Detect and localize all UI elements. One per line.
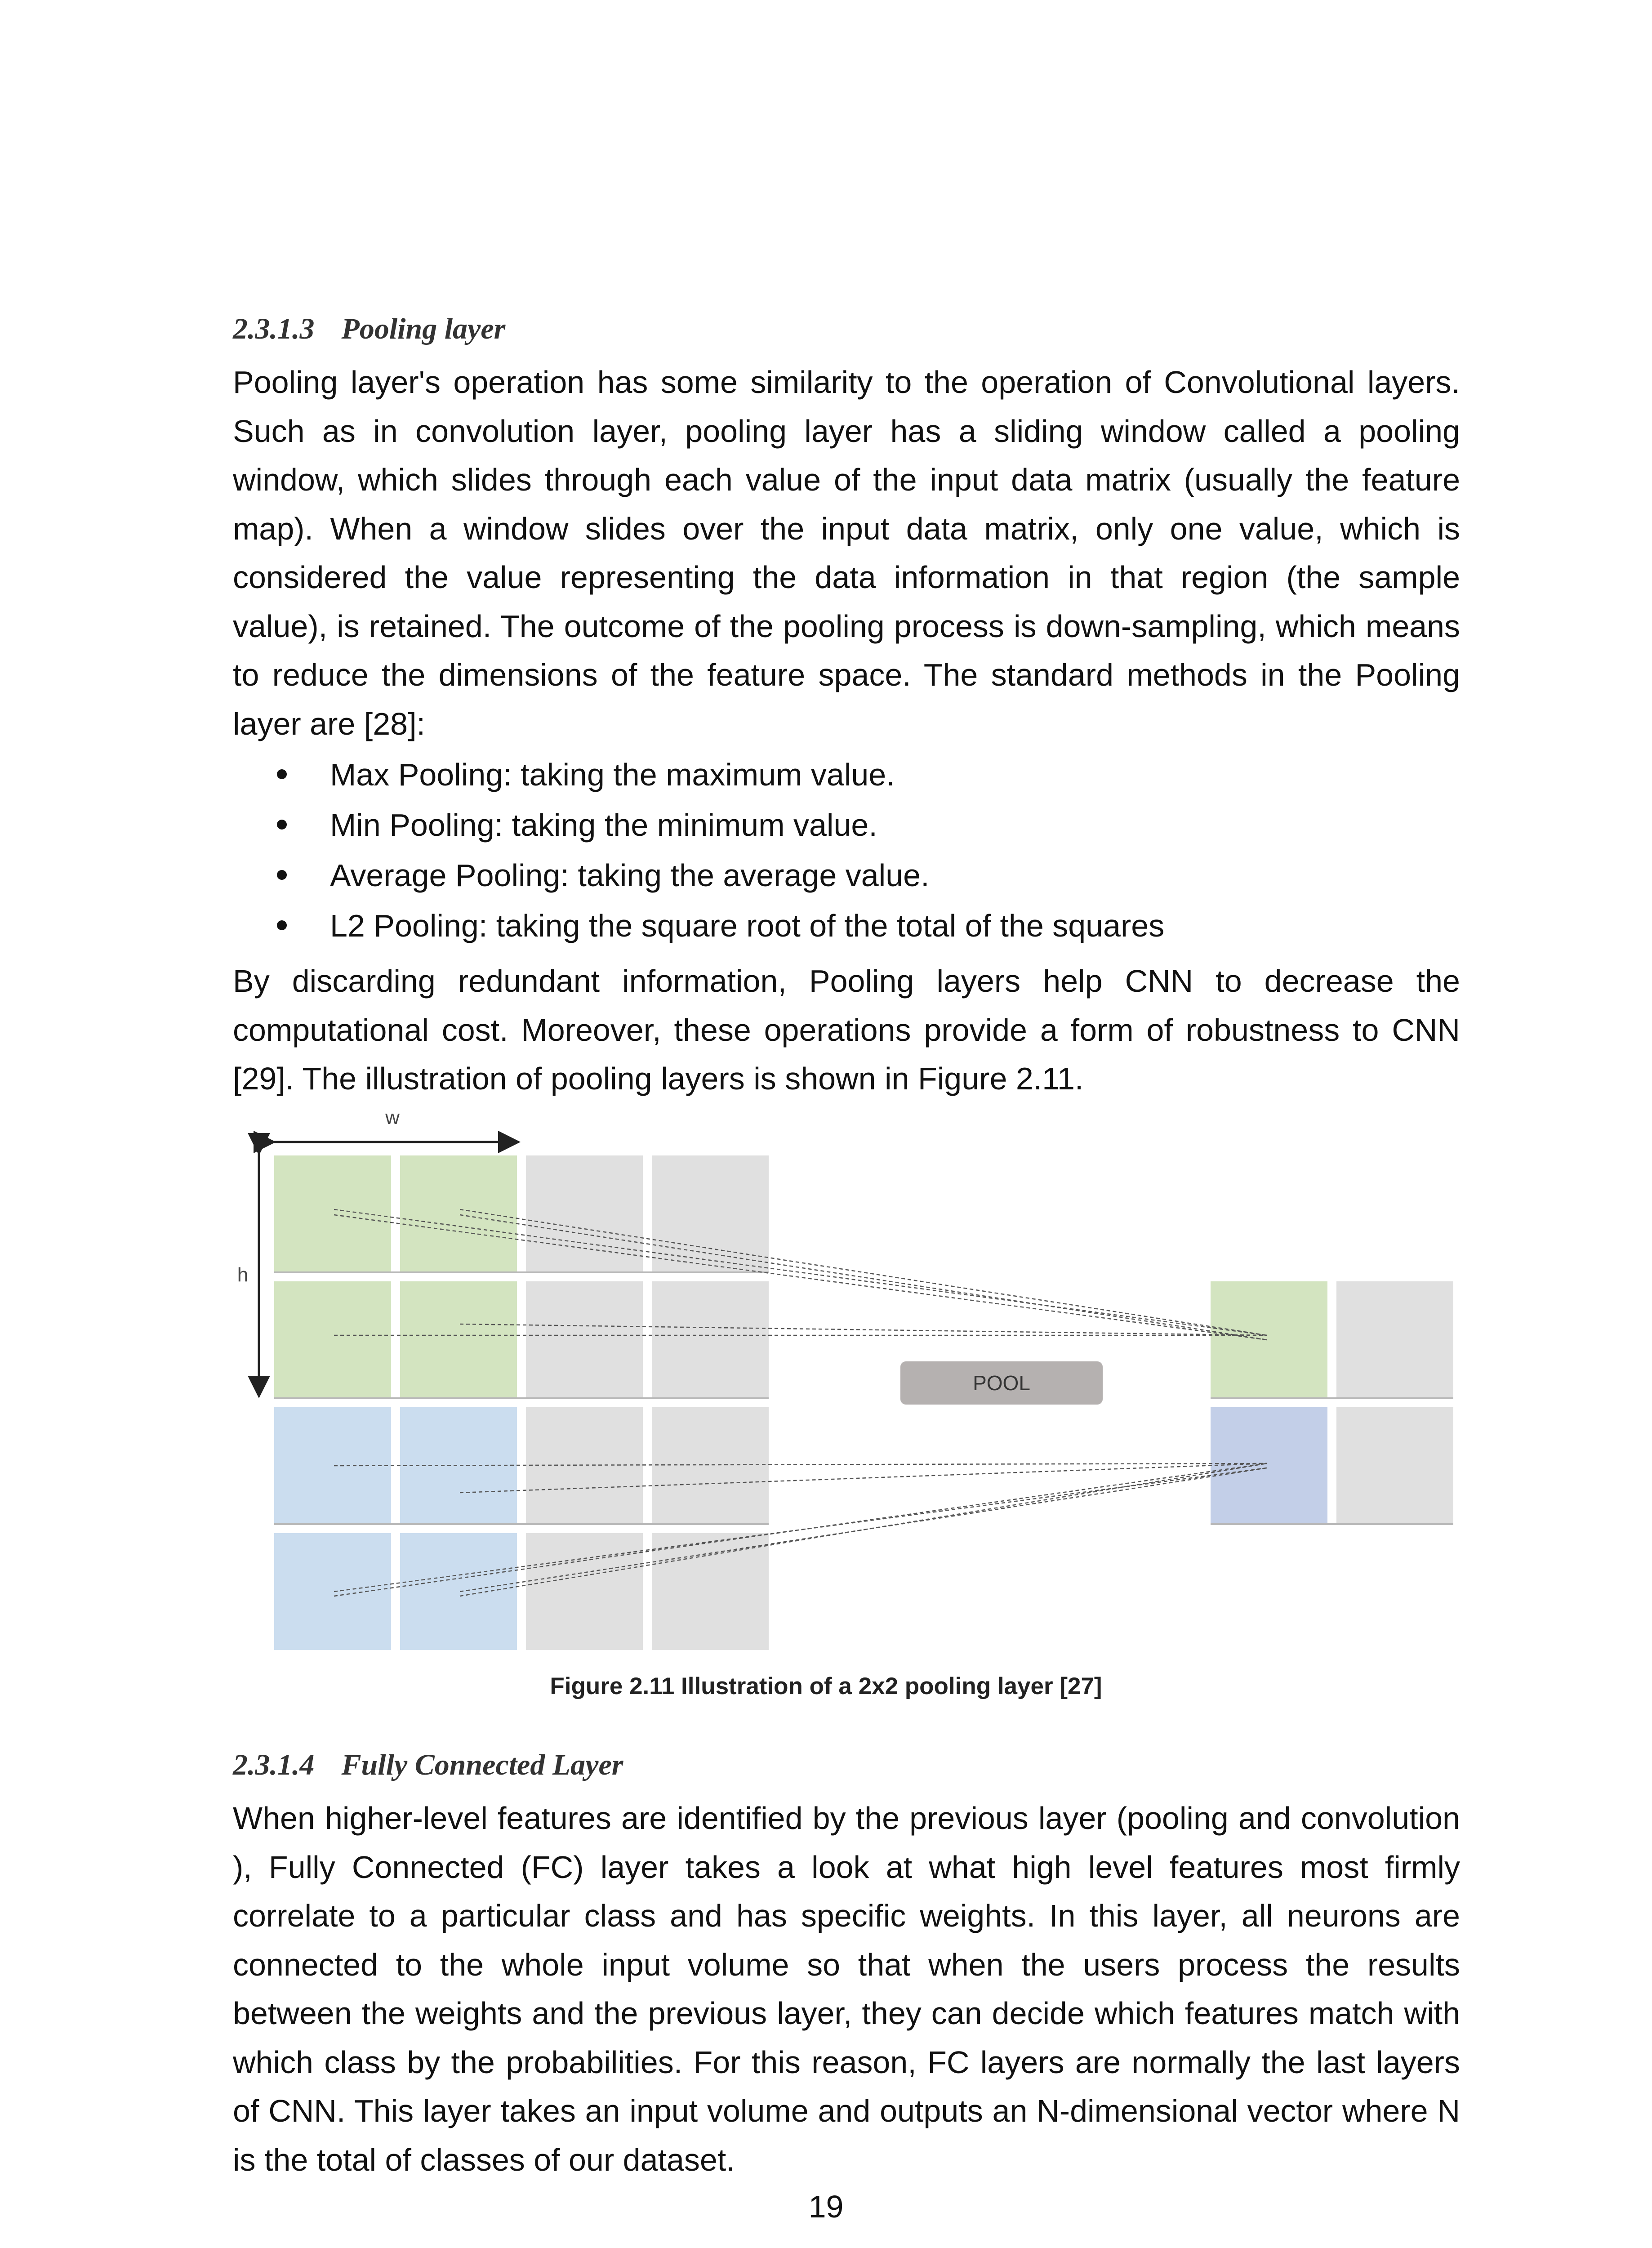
bullet-icon bbox=[277, 820, 287, 830]
output-cell-blue bbox=[1211, 1407, 1327, 1524]
input-cell-blue bbox=[400, 1533, 517, 1650]
pooling-methods-list bbox=[233, 749, 1164, 951]
width-label: w bbox=[385, 1106, 400, 1128]
input-cell-green bbox=[274, 1281, 391, 1398]
output-cell-gray bbox=[1336, 1407, 1453, 1524]
pooling-figure bbox=[233, 1097, 1483, 1664]
input-grid bbox=[274, 1155, 769, 1650]
list-item: Average Pooling: taking the average value. bbox=[233, 850, 1164, 901]
input-cell-green bbox=[400, 1155, 517, 1272]
list-item: Max Pooling: taking the maximum value. bbox=[233, 749, 1164, 800]
section-heading-fully-connected bbox=[233, 1748, 623, 1782]
section-title: Pooling layer bbox=[341, 312, 506, 345]
figure-caption: Figure 2.11 Illustration of a 2x2 pooling layer [27] bbox=[550, 1673, 1102, 1699]
section-heading-pooling bbox=[233, 312, 505, 346]
input-cell-gray bbox=[526, 1281, 643, 1398]
section-title: Fully Connected Layer bbox=[341, 1748, 623, 1781]
pooling-paragraph: Pooling layer's operation has some similarity to the operation of Convolutional layers. Such as in convolution layer, pooling layer has a sliding window called a pooling window, which slides through each value of the input data matrix (usually the feature map). When a window slides over the input data matrix, only one value, which is considered the value representing the data information in that region (the sample value), is retained. The outcome of the pooling process is down-sampling, which means to reduce the dimensions of the feature space. The standard methods in the Pooling layer are [28]: bbox=[233, 365, 1460, 741]
page-number: 19 bbox=[808, 2189, 844, 2224]
input-cell-gray bbox=[652, 1407, 769, 1524]
output-grid bbox=[1211, 1281, 1453, 1524]
output-cell-green bbox=[1211, 1281, 1327, 1398]
input-cell-gray bbox=[652, 1155, 769, 1272]
robustness-paragraph: By discarding redundant information, Pooling layers help CNN to decrease the computational cost. Moreover, these operations provide a form of robustness to CNN [29]. The illustration of pooling layers is shown in Figure 2.11. bbox=[233, 963, 1460, 1096]
bullet-icon bbox=[277, 870, 287, 880]
pooling-diagram bbox=[233, 1097, 1483, 1664]
list-item: Min Pooling: taking the minimum value. bbox=[233, 800, 1164, 850]
input-cell-gray bbox=[652, 1533, 769, 1650]
bullet-icon bbox=[277, 920, 287, 930]
input-cell-green bbox=[400, 1281, 517, 1398]
output-cell-gray bbox=[1336, 1281, 1453, 1398]
bullet-icon bbox=[277, 769, 287, 779]
section-number: 2.3.1.4 bbox=[233, 1748, 315, 1781]
section-number: 2.3.1.3 bbox=[233, 312, 315, 345]
input-cell-blue bbox=[274, 1533, 391, 1650]
list-item: L2 Pooling: taking the square root of the total of the squares bbox=[233, 901, 1164, 951]
input-cell-green bbox=[274, 1155, 391, 1272]
pool-label: POOL bbox=[973, 1371, 1030, 1395]
pool-operation-box bbox=[900, 1361, 1103, 1405]
input-cell-gray bbox=[526, 1155, 643, 1272]
input-cell-gray bbox=[652, 1281, 769, 1398]
fully-connected-paragraph: When higher-level features are identified by the previous layer (pooling and convolution ), Fully Connected (FC) layer takes a look at what high level features most firmly correlate to a particular class and has specific weights. In this layer, all neurons are connected to the whole input volume so that when the users process the results between the weights and the previous layer, they can decide which features match with which class by the probabilities. For this reason, FC layers are normally the last layers of CNN. This layer takes an input volume and outputs an N-dimensional vector where N is the total of classes of our dataset. bbox=[233, 1801, 1460, 2177]
height-label: h bbox=[237, 1264, 249, 1286]
input-cell-gray bbox=[526, 1533, 643, 1650]
